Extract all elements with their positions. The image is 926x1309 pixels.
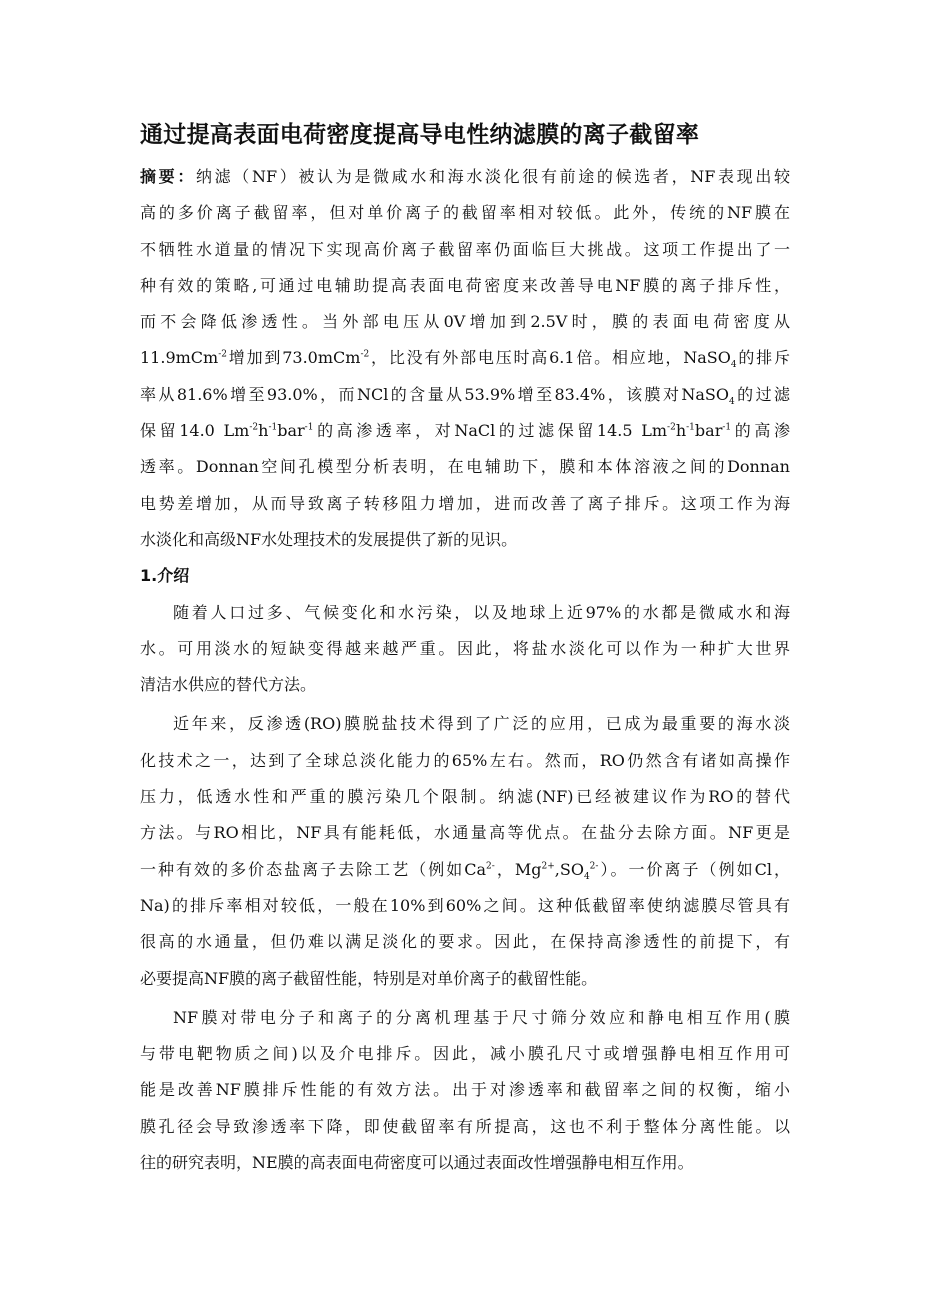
text-run: bar xyxy=(694,421,723,441)
superscript: 2- xyxy=(589,861,599,872)
paragraph-line: 方法。与RO相比，NF具有能耗低，水通量高等优点。在盐分去除方面。NF更是 xyxy=(140,823,790,843)
abstract-line: 不牺牲水道量的情况下实现高价离子截留率仍面临巨大挑战。这项工作提出了一 xyxy=(140,239,790,259)
superscript: -1 xyxy=(304,422,314,433)
superscript: -2 xyxy=(667,422,676,433)
paragraph-line: 清洁水供应的替代方法。 xyxy=(140,675,317,695)
abstract-line: 电势差增加，从而导致离子转移阻力增加，进而改善了离子排斥。这项工作为海 xyxy=(140,493,790,513)
superscript: 2+ xyxy=(541,861,555,872)
document-body xyxy=(140,159,790,1181)
text-run: 一种有效的多价态盐离子去除工艺（例如Ca xyxy=(140,859,487,879)
paragraph-line: 能是改善NF膜排斥性能的有效方法。出于对渗透率和截留率之间的权衡，缩小 xyxy=(140,1080,790,1100)
text-run: ）。一价离子（例如Cl， xyxy=(598,859,790,879)
abstract-line: 透率。Donnan空间孔模型分析表明，在电辅助下，膜和本体溶液之间的Donnan xyxy=(140,457,790,477)
text-run: ，Mg xyxy=(494,859,542,879)
paragraph-line: 近年来，反渗透(RO)膜脱盐技术得到了广泛的应用，已成为最重要的海水淡 xyxy=(173,714,790,734)
paragraph-line: NF膜对带电分子和离子的分离机理基于尺寸筛分效应和静电相互作用(膜 xyxy=(173,1007,790,1027)
text-run: h xyxy=(675,421,687,441)
text-run: 的过滤 xyxy=(734,384,790,404)
abstract-line xyxy=(140,159,790,195)
text-run: 的高渗透率，对NaCl的过滤保留14.5 Lm xyxy=(313,421,668,441)
superscript: -1 xyxy=(686,422,695,433)
paragraph-line: 很高的水通量，但仍难以满足淡化的要求。因此，在保持高渗透性的前提下，有 xyxy=(140,932,790,952)
paragraph-line: 化技术之一，达到了全球总淡化能力的65%左右。然而，RO仍然含有诸如高操作 xyxy=(140,750,790,770)
text-run: 率从81.6%增至93.0%，而NCl的含量从53.9%增至83.4%，该膜对NaSO xyxy=(140,384,729,404)
abstract-line: 水淡化和高级NF水处理技术的发展提供了新的见识。 xyxy=(140,529,518,549)
subscript: 4 xyxy=(729,396,735,407)
abstract-paragraph xyxy=(140,159,790,558)
superscript: 2- xyxy=(486,861,495,872)
superscript: -2 xyxy=(218,350,227,361)
superscript: -1 xyxy=(722,422,732,433)
text-run: ,SO xyxy=(554,859,584,879)
text-run: 的排斥 xyxy=(736,348,790,368)
text-run: 的高渗 xyxy=(731,421,790,441)
text-run: bar xyxy=(277,421,305,441)
text-run: 增加到73.0mCm xyxy=(227,348,361,368)
text-run: ，比没有外部电压时高6.1倍。相应地，NaSO xyxy=(369,348,731,368)
text-run: 11.9mCm xyxy=(140,348,219,368)
abstract-line xyxy=(140,413,790,449)
abstract-label: 摘要： xyxy=(140,167,196,186)
superscript: -1 xyxy=(268,422,278,433)
subscript: 4 xyxy=(730,360,737,371)
paragraph-line: 水。可用淡水的短缺变得越来越严重。因此，将盐水淡化可以作为一种扩大世界 xyxy=(140,638,790,658)
paragraph-line: 往的研究表明，NE膜的高表面电荷密度可以通过表面改性增强静电相互作用。 xyxy=(140,1153,694,1173)
paragraph-line: 随着人口过多、气候变化和水污染，以及地球上近97%的水都是微咸水和海 xyxy=(173,602,790,622)
paragraph-line: Na)的排斥率相对较低，一般在10%到60%之间。这种低截留率使纳滤膜尽管具有 xyxy=(140,895,790,915)
body-paragraph xyxy=(140,1000,790,1181)
abstract-line: 高的多价离子截留率，但对单价离子的截留率相对较低。此外，传统的NF膜在 xyxy=(140,203,790,223)
abstract-line xyxy=(140,377,790,413)
document-title: 通过提高表面电荷密度提高导电性纳滤膜的离子截留率 xyxy=(140,122,700,148)
paragraph-line: 与带电靶物质之间)以及介电排斥。因此，减小膜孔尺寸或增强静电相互作用可 xyxy=(140,1044,790,1064)
paragraph-line: 压力，低透水性和严重的膜污染几个限制。纳滤(NF)已经被建议作为RO的替代 xyxy=(140,787,790,807)
paragraph-line: 必要提高NF膜的离子截留性能，特别是对单价离子的截留性能。 xyxy=(140,968,598,988)
section-heading: 1.介绍 xyxy=(140,566,190,586)
abstract-text: 纳滤（NF）被认为是微咸水和海水淡化很有前途的候选者，NF表现出较 xyxy=(195,167,790,186)
superscript: -2 xyxy=(249,422,259,433)
superscript: -2 xyxy=(360,350,370,361)
paragraph-line: 膜孔径会导致渗透率下降，即使截留率有所提高，这也不利于整体分离性能。以 xyxy=(140,1116,790,1136)
abstract-line: 而不会降低渗透性。当外部电压从0V增加到2.5V时，膜的表面电荷密度从 xyxy=(140,312,790,332)
abstract-line: 种有效的策略,可通过电辅助提高表面电荷密度来改善导电NF膜的离子排斥性， xyxy=(140,275,790,295)
body-paragraph xyxy=(140,595,790,704)
body-paragraph xyxy=(140,706,790,996)
paragraph-line xyxy=(140,852,790,888)
text-run: h xyxy=(258,421,269,441)
text-run: 保留14.0 Lm xyxy=(140,421,250,441)
abstract-line xyxy=(140,340,790,376)
subscript: 4 xyxy=(583,871,590,882)
